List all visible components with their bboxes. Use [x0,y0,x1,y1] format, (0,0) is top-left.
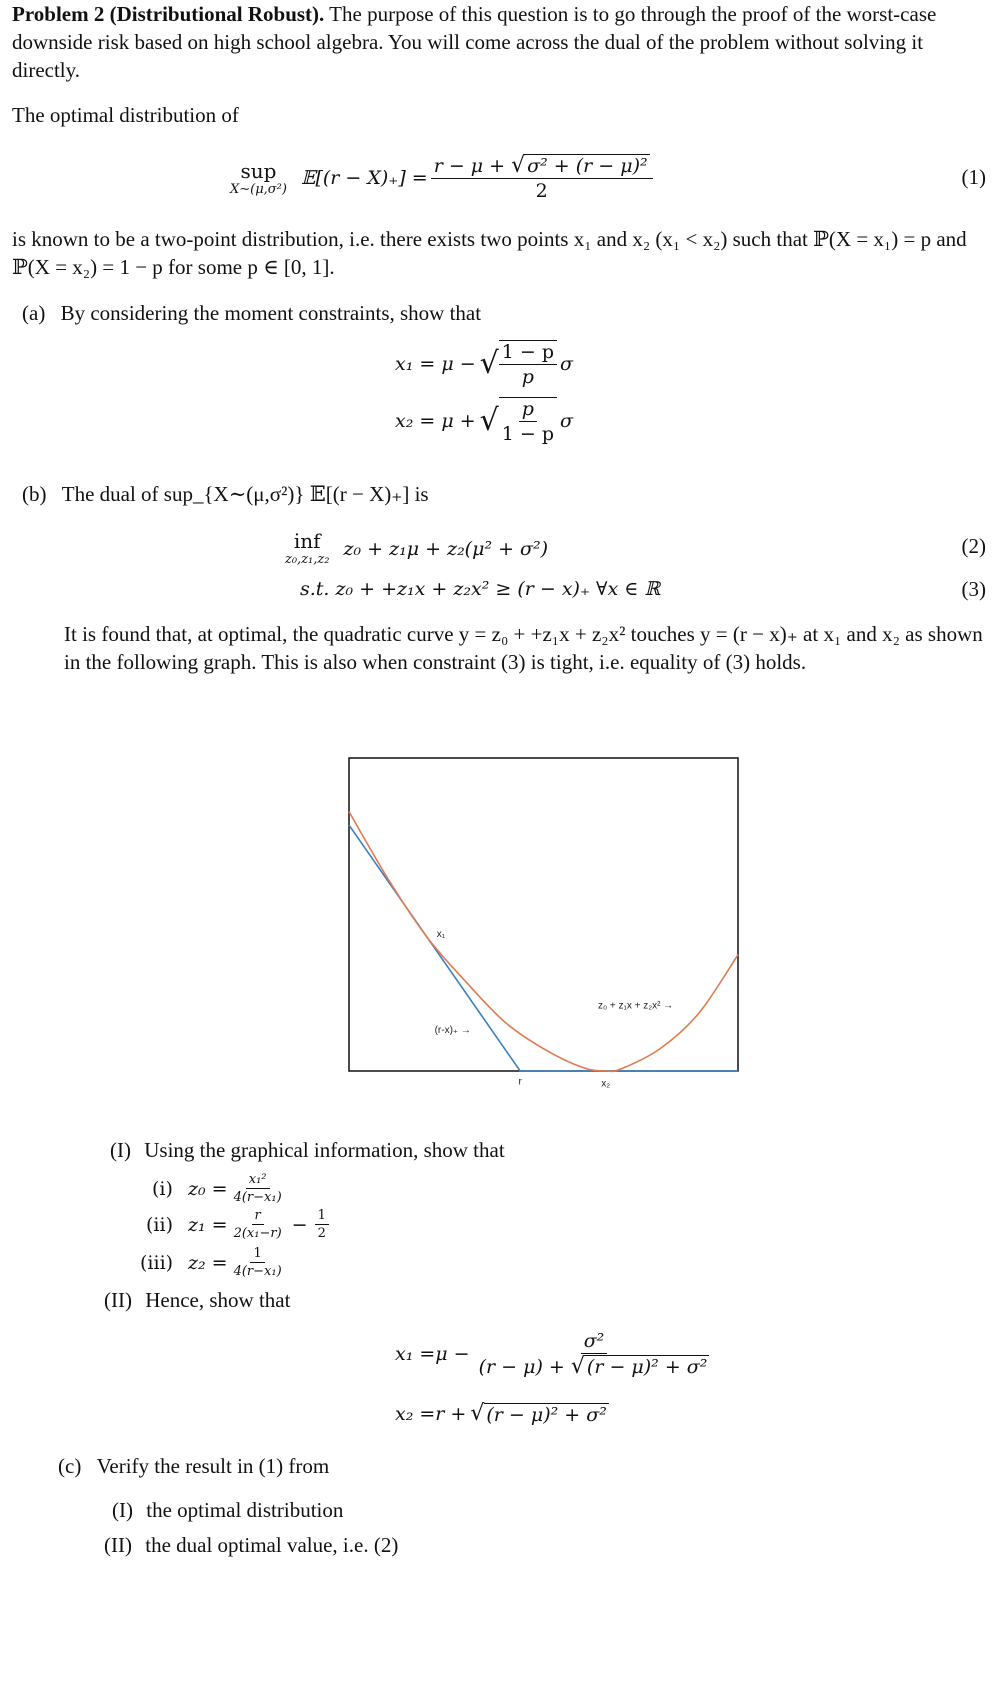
equation-1 [230,143,990,213]
problem-intro-text: The purpose of this question is to go through the proof of the worst-case downside risk based on high school algebra. You will come across the dual of the problem without solving it directly. [12,2,937,82]
part-c-item-II: (II) the dual optimal value, i.e. (2) [104,1533,399,1557]
z0-equation: (i) z₀ = $\frac{\text{x₁²}}{\text{4(r−x₁)}}$ [152,1172,282,1205]
annotation-r: r [518,1076,522,1088]
found-text: It is found that, at optimal, the quadratic curve y = z₀ + +z₁x + z₂x² touches y = (r − x)₊ at x₁ and x₂ as shown in the following graph. This is also when constraint (3) is tight, i.e. equality of (3) holds. [64,622,983,674]
eq1-number: (1) [961,165,986,189]
part-c [58,1452,958,1480]
dual-objective: inf z₀,z₁,z₂ z₀ + z₁μ + z₂(μ² + σ²) [285,529,549,567]
dual-constraint: s.t. z₀ + +z₁x + z₂x² ≥ (r − x)₊ ∀x ∈ ℝ [300,578,661,600]
annotation-x2: x₂ [601,1078,611,1090]
inf-operator: inf z₀,z₁,z₂ [285,529,330,567]
part-c-item-I: (I) the optimal distribution [112,1498,344,1522]
part-I [110,1136,980,1164]
problem-intro [12,0,992,84]
part-a-label: (a) [22,301,46,325]
eq1-fraction: $\frac{\text{r − μ + √ σ² + (r − μ)²}}{2}$ [431,154,653,202]
part-II [104,1286,974,1314]
problem-heading: Problem 2 (Distributional Robust). [12,2,325,26]
two-point-text: is known to be a two-point distribution, i.e. there exists two points x₁ and x₂ (x₁ < x₂) such that ℙ(X = x₁) = p and ℙ(X = x₂) = 1 − p for some p ∈ [0, 1]. [12,227,967,279]
chart-frame [349,758,738,1071]
tangency-chart [0,750,1000,1090]
sup-operator: sup X∼(μ,σ²) [230,158,287,197]
z2-equation: (iii) z₂ = $\frac{1}{\text{4(r−x₁)}}$ [140,1246,282,1279]
x2-equation-a: x₂ = μ + √ $\frac{p}{1 - p}$ σ [395,398,573,445]
part-b [22,480,982,508]
eq2-number: (2) [961,534,986,558]
z1-equation: (ii) z₁ = $\frac{r}{\text{2(x₁−r)}}$ − $\frac{1}{2}$ [146,1208,332,1241]
annotation-hinge-label: (r-x)₊ → [434,1024,471,1036]
part-a-text: By considering the moment constraints, show that [60,301,482,325]
annotation-quadratic-label: z₀ + z₁x + z₂x² → [597,1000,674,1012]
part-I-label: (I) [110,1138,131,1162]
part-c-label: (c) [58,1454,82,1478]
x1-equation-a: x₁ = μ − √ $\frac{1 - p}{p}$ σ [395,341,573,388]
eq3-number: (3) [961,577,986,601]
part-c-text: Verify the result in (1) from [96,1454,330,1478]
part-a [22,299,982,327]
part-I-text: Using the graphical information, show that [144,1138,505,1162]
x2-equation-II: x₂ =r + √ (r − μ)² + σ² [395,1401,607,1426]
part-II-text: Hence, show that [145,1288,291,1312]
x1-equation-II: x₁ =μ − $\frac{\text{σ²}}{\text{(r − μ) + √ (r − μ)² + σ²}}$ [395,1330,708,1379]
optimal-text: The optimal distribution of [12,103,239,127]
part-II-label: (II) [104,1288,132,1312]
part-b-label: (b) [22,482,47,506]
eq1-lhs: 𝔼[(r − X)₊] = [300,167,428,189]
annotation-x1: x₁ [436,928,446,940]
part-b-text: The dual of sup_{X∼(μ,σ²)} 𝔼[(r − X)₊] is [61,482,429,506]
